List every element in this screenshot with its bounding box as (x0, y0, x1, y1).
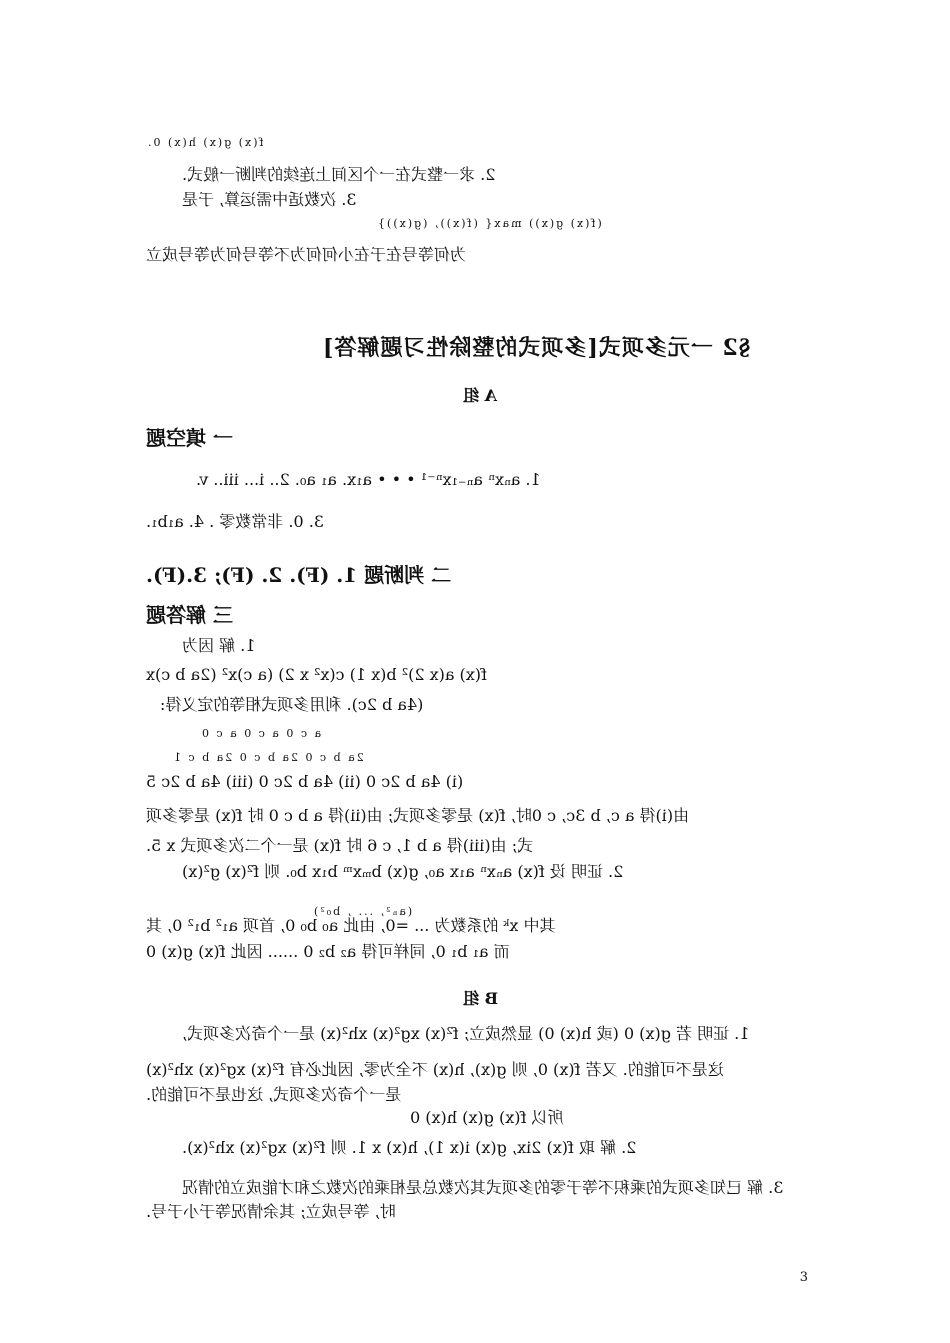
formula-line: f(x) a(x 2)² b(x 1) c(x² x 2) (a c)x² (2a b c)x (146, 665, 487, 684)
text-line: 而 a₁ b₁ 0, 同样可得 a₂ b₂ 0 ...... 因此 f(x) g(x) 0 (146, 942, 510, 961)
formula-line: f(x) g(x) h(x) 0. (146, 136, 264, 149)
section-title: §2 一元多项式[多项式的整除性习题解答] (322, 335, 751, 361)
text-line: 其中 xᵏ 的系数为 ... =0, 由此 a₀ b₀ 0, 首项 a₁² b₁² 0, 其 (146, 916, 556, 935)
text-line: 式; 由(iii)得 a b 1, c 6 时 f(x) 是一个二次多项式 x 5. (146, 836, 534, 855)
text-line: 这是不可能的. 又若 f(x) 0, 则 g(x), h(x) 不全为零, 因此必有 f²(x) xg²(x) xh²(x) (146, 1060, 724, 1079)
formula-line: 2. 证明 设 f(x) aₙxⁿ a₁x a₀, g(x) bₘxᵐ b₁x b₀. 则 f²(x) g²(x) (182, 862, 624, 881)
formula-line: (aₙ², ... , b₀²) (312, 905, 413, 918)
formula-line: 所以 f(x) g(x) h(x) 0 (410, 1108, 564, 1127)
text-line: 2. 求一整式在一个区间上连续的判断一般式. (182, 165, 496, 184)
text-line: 为何等号在于在小何何为不等号何为等号成立 (146, 245, 467, 264)
text-line: 是一个奇次多项式, 这也是不可能的. (146, 1085, 402, 1104)
text-line: 3. 次数适中需运算, 于是 (182, 190, 357, 209)
subsection-heading: 三 解答题 (146, 603, 233, 627)
formula-line: 1. aₙxⁿ aₙ₋₁xⁿ⁻¹ • • • a₁x. a₁ a₀. 2.. i... iii.. v. (196, 470, 541, 489)
text-line: (4a b 2c). 利用多项式相等的定义得: (160, 695, 424, 714)
formula-line: a c 0 a c 0 a c 0 (200, 727, 322, 740)
text-line: 1. 解 因为 (182, 636, 256, 655)
formula-line: 2. 解 取 f(x) 2ix, g(x) i(x 1), h(x) x 1. 则 f²(x) xg²(x) xh²(x). (182, 1138, 637, 1157)
subsection-heading: 一 填空题 (146, 426, 233, 450)
text-line: 由(i)得 a c, b 3c, c 0时, f(x) 是零多项式; 由(ii)得 a b c 0 时 f(x) 是零多项 (146, 806, 690, 825)
group-heading: B 组 (463, 989, 499, 1008)
text-line: 1. 证明 若 g(x) 0 (或 h(x) 0) 显然成立; f²(x) xg²(x) xh²(x) 是一个奇次多项式, (182, 1024, 750, 1043)
group-heading: A 组 (463, 386, 497, 405)
text-line: 3. 解 已知多项式的乘积不等于零的多项式其次数总是相乘的次数之和才能成立的情况 (182, 1178, 784, 1197)
text-line: 3. 0. 非常数零 . 4. a₁b₁. (146, 512, 325, 531)
subsection-heading: 二 判断题 1. (F). 2. (F); 3.(F). (146, 563, 452, 587)
formula-line: (i) 4a b 2c 0 (ii) 4a b 2c 0 (iii) 4a b 2c 5 (146, 772, 464, 791)
text-line: 时, 等号成立; 其余情况等于小于号. (146, 1202, 396, 1221)
formula-line: (f(x) g(x)) max{ (f(x)), (g(x))} (376, 217, 602, 230)
page-number: 3 (799, 1270, 808, 1285)
formula-line: 2a b c 0 2a b c 0 2a b c 1 (172, 751, 364, 764)
